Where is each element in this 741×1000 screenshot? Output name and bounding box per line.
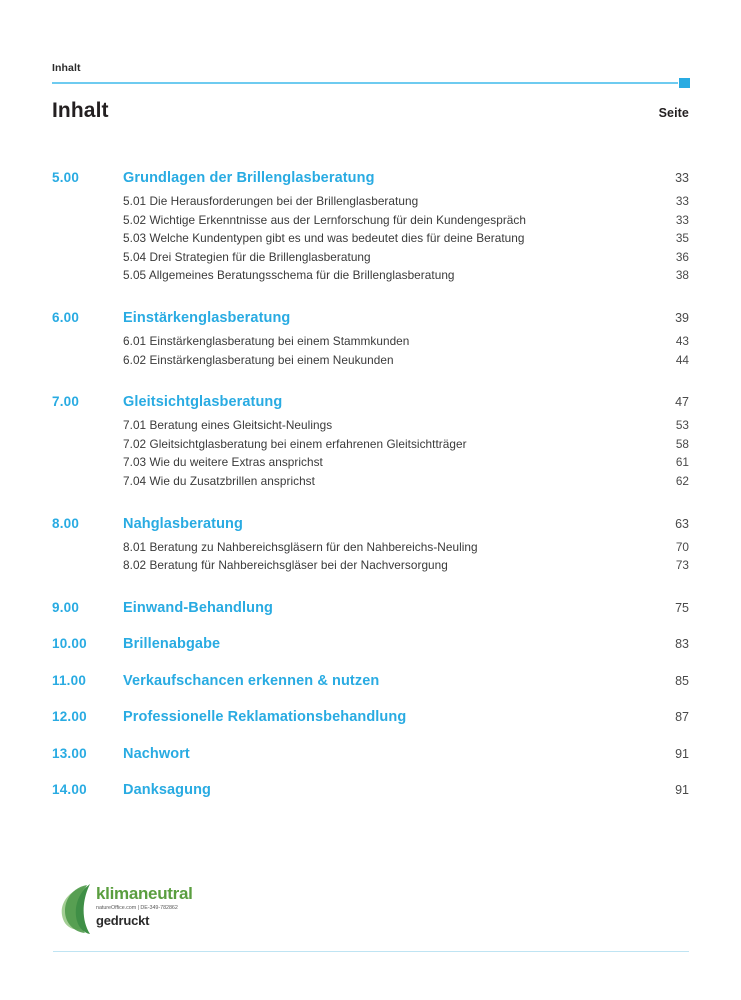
toc-subsection-label: 8.01 Beratung zu Nahbereichsgläsern für den Nahbereichs-Neuling: [123, 539, 478, 554]
toc-subsection-row[interactable]: [52, 455, 689, 474]
toc-subsection-row[interactable]: [52, 194, 689, 213]
header-accent-square: [679, 78, 690, 88]
toc-group-spacer: [52, 733, 689, 746]
toc-group-spacer: [52, 287, 689, 310]
toc-subsection-label: 7.03 Wie du weitere Extras ansprichst: [123, 455, 323, 470]
toc-group: [52, 782, 689, 806]
toc-group-spacer: [52, 770, 689, 783]
toc-subsection-page: 70: [675, 539, 689, 554]
toc-chapter-title: Professionelle Reklamationsbehandlung: [123, 709, 407, 726]
toc-group-spacer: [52, 577, 689, 600]
toc-group: [52, 636, 689, 660]
header-rule: [52, 82, 678, 84]
toc-chapter-page: 75: [675, 600, 689, 615]
toc-subsection-label: 7.02 Gleitsichtglasberatung bei einem erfahrenen Gleitsichtträger: [123, 436, 467, 451]
toc-chapter-number: 8.00: [52, 515, 80, 531]
toc-subsection-page: 38: [675, 268, 689, 283]
logo-text-block: [96, 885, 193, 928]
toc-chapter-page: 33: [675, 171, 689, 185]
toc-group: [52, 709, 689, 733]
toc-chapter-row[interactable]: [52, 709, 689, 733]
toc-subsection-page: 53: [675, 418, 689, 433]
logo-subline: natureOffice.com | DE-349-782862: [96, 905, 178, 911]
toc-chapter-page: 39: [675, 310, 689, 325]
toc-subsection-page: 33: [675, 194, 689, 208]
toc-chapter-row[interactable]: [52, 746, 689, 770]
toc-chapter-title: Grundlagen der Brillenglasberatung: [123, 170, 375, 186]
toc-chapter-title: Nahglasberatung: [123, 515, 243, 532]
footer-rule: [53, 951, 689, 952]
toc-chapter-page: 87: [675, 710, 689, 725]
logo-baseline: gedruckt: [96, 913, 150, 928]
toc-subsection-label: 5.04 Drei Strategien für die Brillenglasberatung: [123, 249, 371, 264]
toc-subsection-row[interactable]: [52, 334, 689, 353]
klimaneutral-logo: [54, 880, 244, 938]
toc-subsection-row[interactable]: [52, 418, 689, 437]
toc-subsection-row[interactable]: [52, 268, 689, 287]
toc-group: [52, 600, 689, 624]
toc-chapter-number: 12.00: [52, 709, 87, 725]
toc-chapter-number: 10.00: [52, 636, 87, 652]
toc-subsection-label: 7.01 Beratung eines Gleitsicht-Neulings: [123, 418, 333, 433]
toc-subsection-label: 8.02 Beratung für Nahbereichsgläser bei der Nachversorgung: [123, 558, 448, 573]
toc-chapter-row[interactable]: [52, 516, 689, 540]
header-rule-wrap: [52, 78, 690, 88]
toc-subsection-label: 5.03 Welche Kundentypen gibt es und was bedeutet dies für deine Beratung: [123, 231, 525, 246]
toc-subsection-label: 5.02 Wichtige Erkenntnisse aus der Lernforschung für dein Kundengespräch: [123, 212, 526, 227]
toc-chapter-number: 11.00: [52, 672, 87, 688]
toc-chapter-row[interactable]: [52, 782, 689, 806]
toc-group: [52, 170, 689, 287]
toc-subsection-label: 6.02 Einstärkenglasberatung bei einem Neukunden: [123, 352, 394, 367]
toc-subsection-page: 36: [675, 249, 689, 264]
toc-subsection-page: 43: [675, 333, 689, 348]
toc-chapter-row[interactable]: [52, 310, 689, 334]
toc-group: [52, 673, 689, 697]
toc-chapter-number: 9.00: [52, 599, 80, 615]
toc-subsection-page: 35: [675, 231, 689, 246]
toc-chapter-title: Danksagung: [123, 782, 212, 799]
running-header: [52, 62, 690, 88]
toc-subsection-row[interactable]: [52, 437, 689, 456]
toc-group: [52, 394, 689, 492]
table-of-contents: [52, 170, 689, 806]
toc-subsection-label: 6.01 Einstärkenglasberatung bei einem Stammkunden: [123, 333, 410, 348]
toc-subsection-page: 62: [675, 473, 689, 488]
toc-group: [52, 310, 689, 371]
toc-chapter-title: Verkaufschancen erkennen & nutzen: [123, 672, 380, 689]
toc-chapter-row[interactable]: [52, 600, 689, 624]
toc-chapter-page: 85: [675, 673, 689, 688]
toc-chapter-page: 91: [675, 746, 689, 761]
toc-subsection-row[interactable]: [52, 540, 689, 559]
toc-group: [52, 746, 689, 770]
toc-chapter-row[interactable]: [52, 170, 689, 194]
toc-chapter-number: 7.00: [52, 394, 80, 410]
toc-subsection-label: 5.05 Allgemeines Beratungsschema für die Brillenglasberatung: [123, 268, 455, 283]
toc-chapter-row[interactable]: [52, 636, 689, 660]
toc-chapter-title: Einwand-Behandlung: [123, 599, 274, 616]
toc-chapter-title: Einstärkenglasberatung: [123, 309, 291, 326]
toc-chapter-row[interactable]: [52, 394, 689, 418]
toc-chapter-page: 47: [675, 395, 689, 410]
toc-chapter-title: Nachwort: [123, 745, 190, 762]
toc-group-spacer: [52, 660, 689, 673]
toc-subsection-row[interactable]: [52, 250, 689, 269]
toc-group: [52, 516, 689, 577]
toc-subsection-row[interactable]: [52, 231, 689, 250]
page-column-header: Seite: [658, 106, 689, 120]
toc-subsection-page: 44: [675, 352, 689, 367]
toc-subsection-label: 7.04 Wie du Zusatzbrillen ansprichst: [123, 473, 315, 488]
toc-subsection-page: 73: [675, 558, 689, 573]
toc-subsection-page: 58: [675, 436, 689, 451]
toc-subsection-row[interactable]: [52, 558, 689, 577]
toc-subsection-page: 33: [675, 212, 689, 227]
toc-subsection-page: 61: [675, 455, 689, 470]
running-header-label: Inhalt: [52, 62, 81, 74]
toc-subsection-row[interactable]: [52, 474, 689, 493]
logo-headline: klimaneutral: [96, 884, 193, 903]
toc-subsection-label: 5.01 Die Herausforderungen bei der Brillenglasberatung: [123, 194, 419, 208]
toc-chapter-page: 91: [675, 783, 689, 798]
toc-group-spacer: [52, 624, 689, 637]
toc-chapter-number: 14.00: [52, 782, 87, 798]
toc-chapter-number: 13.00: [52, 745, 87, 761]
toc-group-spacer: [52, 697, 689, 710]
toc-chapter-title: Brillenabgabe: [123, 636, 221, 653]
toc-chapter-row[interactable]: [52, 673, 689, 697]
toc-chapter-page: 83: [675, 637, 689, 652]
toc-chapter-number: 5.00: [52, 170, 80, 185]
toc-subsection-row[interactable]: [52, 353, 689, 372]
toc-subsection-row[interactable]: [52, 213, 689, 232]
toc-chapter-page: 63: [675, 516, 689, 531]
page-title: Inhalt: [52, 99, 109, 122]
toc-chapter-title: Gleitsichtglasberatung: [123, 394, 283, 411]
title-row: [52, 99, 689, 123]
toc-chapter-number: 6.00: [52, 309, 80, 325]
toc-group-spacer: [52, 371, 689, 394]
toc-group-spacer: [52, 493, 689, 516]
